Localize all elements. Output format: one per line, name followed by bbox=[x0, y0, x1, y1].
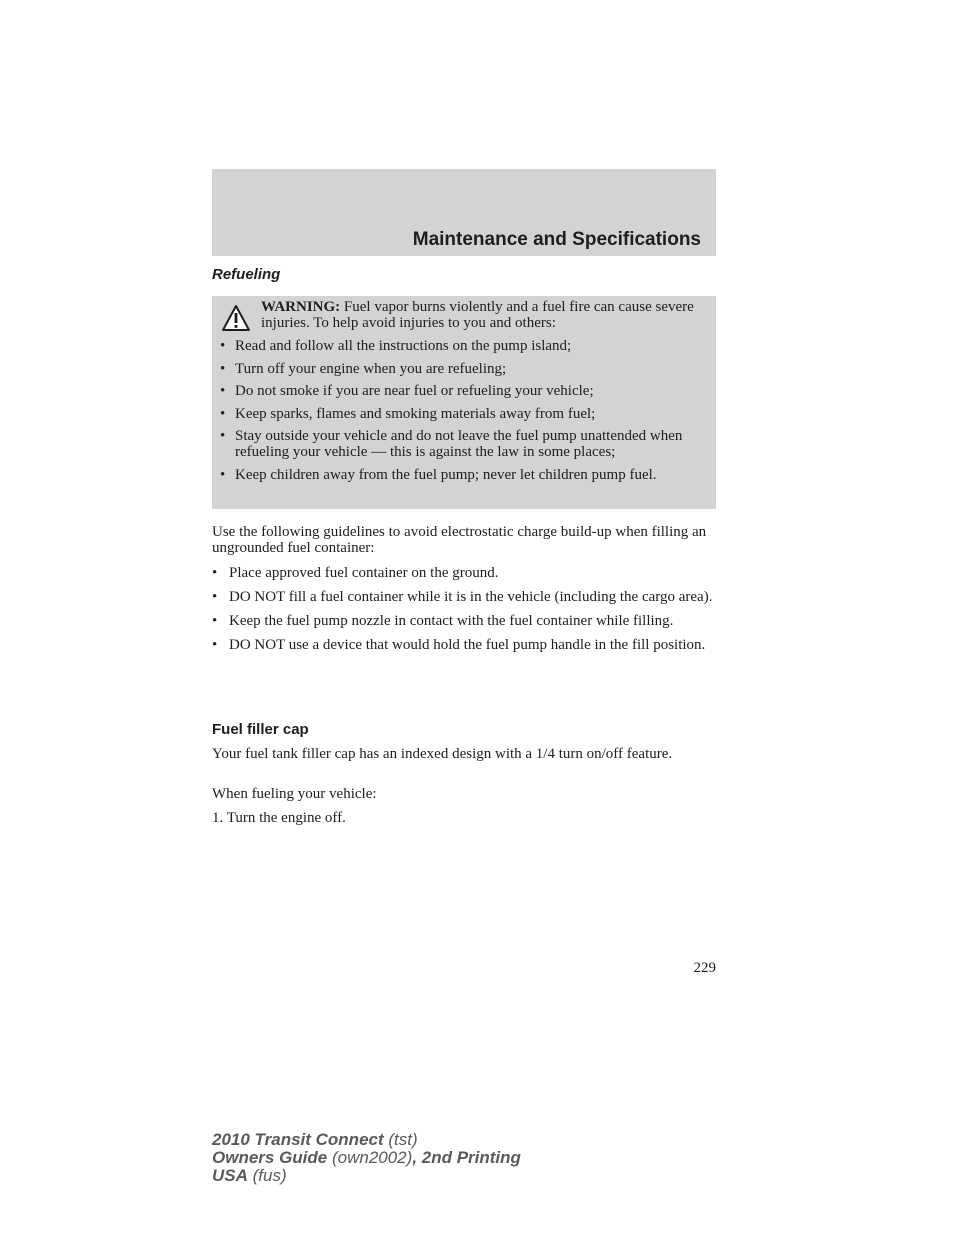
footer-line-2: Owners Guide (own2002), 2nd Printing bbox=[212, 1148, 521, 1167]
list-item: • Turn off your engine when you are refueling; bbox=[220, 360, 507, 377]
warning-triangle-icon bbox=[221, 304, 251, 332]
refueling-heading: Refueling bbox=[212, 266, 281, 283]
warning-box bbox=[212, 296, 716, 509]
list-item: • Read and follow all the instructions on the pump island; bbox=[220, 338, 572, 354]
list-item: • Stay outside your vehicle and do not leave the fuel pump unattended when refueling your vehicle — this is against the law in some places; bbox=[220, 428, 683, 460]
when-fueling-text: When fueling your vehicle: bbox=[212, 786, 377, 802]
filler-cap-paragraph: Your fuel tank filler cap has an indexed design with a 1/4 turn on/off feature. bbox=[212, 746, 673, 762]
bullet: • bbox=[220, 360, 226, 377]
bullet: • bbox=[212, 589, 218, 605]
bullet: • bbox=[220, 338, 226, 354]
footer-line-1: 2010 Transit Connect (tst) bbox=[212, 1130, 418, 1149]
bullet: • bbox=[220, 383, 226, 399]
bullet: • bbox=[212, 637, 218, 653]
list-item: • Place approved fuel container on the ground. bbox=[212, 565, 499, 581]
bullet: • bbox=[220, 405, 226, 422]
step-1: 1. Turn the engine off. bbox=[212, 810, 346, 826]
bullet: • bbox=[220, 428, 226, 444]
bullet: • bbox=[220, 466, 226, 483]
warning-list bbox=[220, 338, 714, 489]
guidelines-list bbox=[212, 565, 717, 661]
warning-body: Fuel vapor burns violently and a fuel fire can cause severe injuries. To help avoid injuries to you and others: bbox=[261, 299, 694, 331]
page-number: 229 bbox=[693, 960, 716, 976]
list-item: • Keep the fuel pump nozzle in contact with the fuel container while filling. bbox=[212, 613, 674, 629]
warning-text bbox=[261, 299, 711, 331]
list-item: • Keep children away from the fuel pump; never let children pump fuel. bbox=[220, 466, 657, 483]
guidelines-intro: Use the following guidelines to avoid electrostatic charge build-up when filling an ungrounded fuel container: bbox=[212, 524, 707, 556]
list-item: • DO NOT use a device that would hold the fuel pump handle in the fill position. bbox=[212, 637, 706, 653]
bullet: • bbox=[212, 613, 218, 629]
warning-label: WARNING: bbox=[261, 299, 341, 315]
footer-line-3: USA (fus) bbox=[212, 1166, 287, 1185]
bullet: • bbox=[212, 565, 218, 581]
section-header-band bbox=[212, 169, 716, 256]
section-title: Maintenance and Specifications bbox=[412, 229, 701, 250]
list-item: • Do not smoke if you are near fuel or refueling your vehicle; bbox=[220, 383, 594, 399]
footer bbox=[212, 1131, 521, 1185]
list-item: • Keep sparks, flames and smoking materials away from fuel; bbox=[220, 405, 596, 422]
fuel-filler-cap-heading: Fuel filler cap bbox=[212, 721, 309, 738]
list-item: • DO NOT fill a fuel container while it is in the vehicle (including the cargo area). bbox=[212, 589, 713, 605]
